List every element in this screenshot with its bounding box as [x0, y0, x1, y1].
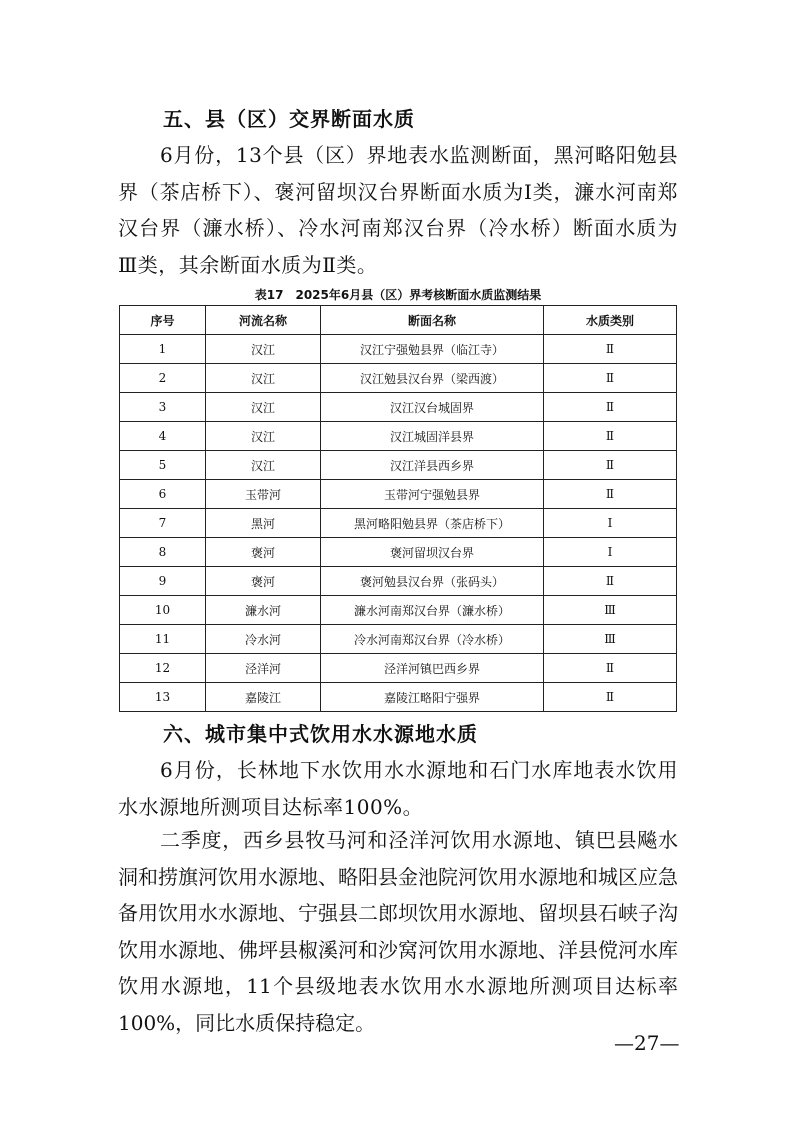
table-row — [120, 364, 677, 393]
table-row — [120, 451, 677, 480]
cell-index: 6 — [120, 480, 206, 509]
cell-river-name: 濂水河 — [206, 596, 321, 625]
cell-river-name: 褒河 — [206, 538, 321, 567]
cell-index: 5 — [120, 451, 206, 480]
cell-water-class: Ⅱ — [544, 480, 677, 509]
cell-river-name: 汉江 — [206, 451, 321, 480]
cell-river-name: 黑河 — [206, 509, 321, 538]
table-row — [120, 335, 677, 364]
cell-water-class: Ⅱ — [544, 451, 677, 480]
cell-river-name: 玉带河 — [206, 480, 321, 509]
cell-river-name: 泾洋河 — [206, 654, 321, 683]
section-five-paragraph: 6月份，13个县（区）界地表水监测断面，黑河略阳勉县界（茶店桥下）、褒河留坝汉台界断面水质为Ⅰ类，濂水河南郑汉台界（濂水桥）、冷水河南郑汉台界（冷水桥）断面水质为Ⅲ类，其余断面水质为Ⅱ类。 — [118, 143, 678, 277]
cell-water-class: Ⅱ — [544, 567, 677, 596]
cell-river-name: 冷水河 — [206, 625, 321, 654]
table-row — [120, 393, 677, 422]
cell-index: 7 — [120, 509, 206, 538]
cell-section-name: 汉江宁强勉县界（临江寺） — [321, 335, 544, 364]
section-five-heading: 五、县（区）交界断面水质 — [163, 107, 415, 131]
cell-index: 1 — [120, 335, 206, 364]
table-row — [120, 422, 677, 451]
cell-index: 13 — [120, 683, 206, 712]
cell-section-name: 黑河略阳勉县界（茶店桥下） — [321, 509, 544, 538]
cell-index: 12 — [120, 654, 206, 683]
cell-water-class: Ⅰ — [544, 538, 677, 567]
header-river-name: 河流名称 — [206, 306, 321, 335]
cell-section-name: 泾洋河镇巴西乡界 — [321, 654, 544, 683]
section-six-paragraph-2: 二季度，西乡县牧马河和泾洋河饮用水源地、镇巴县飚水洞和捞旗河饮用水源地、略阳县金池院河饮用水源地和城区应急备用饮用水水源地、宁强县二郎坝饮用水源地、留坝县石峡子沟饮用水源地、佛坪县椒溪河和沙窝河饮用水源地、洋县傥河水库饮用水源地，11个县级地表水饮用水水源地所测项目达标率100%，同比水质保持稳定。 — [118, 828, 678, 1035]
table-row — [120, 596, 677, 625]
header-section-name: 断面名称 — [321, 306, 544, 335]
cell-water-class: Ⅲ — [544, 625, 677, 654]
cell-river-name: 汉江 — [206, 335, 321, 364]
water-quality-table — [119, 305, 677, 712]
cell-index: 9 — [120, 567, 206, 596]
table-body — [120, 335, 677, 712]
cell-section-name: 汉江城固洋县界 — [321, 422, 544, 451]
section-six-paragraph-1: 6月份，长林地下水饮用水水源地和石门水库地表水饮用水水源地所测项目达标率100%。 — [118, 758, 678, 819]
cell-section-name: 冷水河南郑汉台界（冷水桥） — [321, 625, 544, 654]
cell-water-class: Ⅱ — [544, 393, 677, 422]
cell-index: 8 — [120, 538, 206, 567]
header-index: 序号 — [120, 306, 206, 335]
cell-river-name: 汉江 — [206, 393, 321, 422]
cell-water-class: Ⅱ — [544, 683, 677, 712]
cell-index: 4 — [120, 422, 206, 451]
cell-section-name: 褒河勉县汉台界（张码头） — [321, 567, 544, 596]
cell-section-name: 汉江勉县汉台界（梁西渡） — [321, 364, 544, 393]
cell-water-class: Ⅰ — [544, 509, 677, 538]
cell-water-class: Ⅱ — [544, 422, 677, 451]
table-caption: 表17 2025年6月县（区）界考核断面水质监测结果 — [254, 288, 542, 302]
cell-index: 11 — [120, 625, 206, 654]
cell-index: 2 — [120, 364, 206, 393]
page-number: —27— — [614, 1031, 680, 1055]
table-row — [120, 538, 677, 567]
cell-section-name: 嘉陵江略阳宁强界 — [321, 683, 544, 712]
cell-water-class: Ⅱ — [544, 364, 677, 393]
cell-section-name: 玉带河宁强勉县界 — [321, 480, 544, 509]
cell-river-name: 汉江 — [206, 364, 321, 393]
table-row — [120, 567, 677, 596]
cell-water-class: Ⅱ — [544, 654, 677, 683]
section-six-heading: 六、城市集中式饮用水水源地水质 — [163, 722, 478, 746]
table-header-row — [120, 306, 677, 335]
cell-river-name: 嘉陵江 — [206, 683, 321, 712]
cell-index: 3 — [120, 393, 206, 422]
table-row — [120, 480, 677, 509]
table-row — [120, 683, 677, 712]
cell-section-name: 汉江汉台城固界 — [321, 393, 544, 422]
table-row — [120, 625, 677, 654]
cell-river-name: 汉江 — [206, 422, 321, 451]
cell-section-name: 濂水河南郑汉台界（濂水桥） — [321, 596, 544, 625]
header-water-class: 水质类别 — [544, 306, 677, 335]
cell-section-name: 汉江洋县西乡界 — [321, 451, 544, 480]
cell-index: 10 — [120, 596, 206, 625]
cell-water-class: Ⅱ — [544, 335, 677, 364]
cell-water-class: Ⅲ — [544, 596, 677, 625]
cell-section-name: 褒河留坝汉台界 — [321, 538, 544, 567]
table-row — [120, 654, 677, 683]
table-row — [120, 509, 677, 538]
cell-river-name: 褒河 — [206, 567, 321, 596]
